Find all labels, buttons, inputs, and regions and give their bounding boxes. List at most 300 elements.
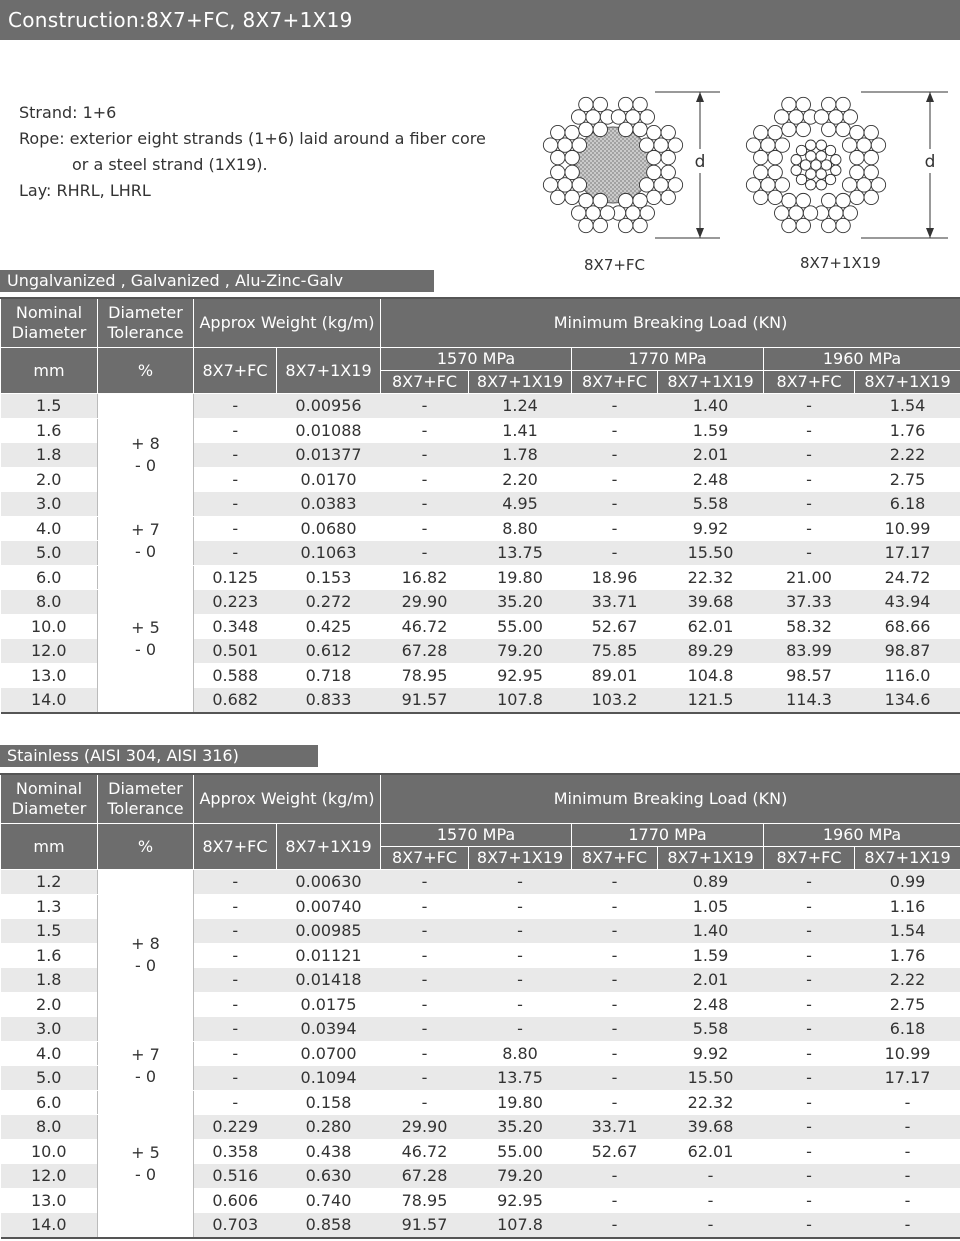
- value-cell: 9.92: [658, 516, 764, 541]
- value-cell: -: [469, 968, 572, 993]
- value-cell: -: [572, 1213, 658, 1238]
- value-cell: 0.516: [194, 1164, 277, 1189]
- value-cell: 0.00740: [277, 894, 381, 919]
- wire-circle: [857, 138, 871, 152]
- nominal-diameter-cell: 1.8: [1, 968, 98, 993]
- value-cell: 0.630: [277, 1164, 381, 1189]
- value-cell: -: [855, 1213, 960, 1238]
- wire-circle: [831, 154, 841, 164]
- value-cell: 0.703: [194, 1213, 277, 1238]
- value-cell: -: [381, 1066, 469, 1091]
- value-cell: -: [764, 541, 855, 566]
- value-cell: -: [381, 418, 469, 443]
- value-cell: 67.28: [381, 1164, 469, 1189]
- header-min-breaking-load: Minimum Breaking Load (KN): [381, 774, 960, 824]
- dimension-d-label: d: [924, 152, 936, 172]
- wire-circle: [558, 178, 572, 192]
- value-cell: -: [572, 418, 658, 443]
- tolerance-line: + 7: [131, 1044, 160, 1064]
- nominal-diameter-cell: 5.0: [1, 1066, 98, 1091]
- wire-circle: [586, 110, 600, 124]
- header-grade-1570: 1570 MPa: [381, 824, 572, 847]
- value-cell: -: [381, 1017, 469, 1042]
- value-cell: 83.99: [764, 639, 855, 664]
- wire-circle: [593, 97, 607, 111]
- wire-circle: [842, 178, 856, 192]
- nominal-diameter-cell: 10.0: [1, 614, 98, 639]
- value-cell: 0.612: [277, 639, 381, 664]
- value-cell: 0.0175: [277, 992, 381, 1017]
- value-cell: 1.40: [658, 919, 764, 944]
- value-cell: 67.28: [381, 639, 469, 664]
- wire-circle: [572, 206, 586, 220]
- value-cell: 17.17: [855, 1066, 960, 1091]
- wire-circle: [746, 138, 760, 152]
- value-cell: -: [572, 1041, 658, 1066]
- tolerance-line: + 8: [131, 934, 160, 954]
- value-cell: 39.68: [658, 590, 764, 615]
- value-cell: 4.95: [469, 492, 572, 517]
- value-cell: -: [194, 418, 277, 443]
- wire-circle: [565, 165, 579, 179]
- value-cell: -: [381, 394, 469, 419]
- wire-circle: [836, 97, 850, 111]
- wire-circle: [647, 125, 661, 139]
- value-cell: 0.272: [277, 590, 381, 615]
- value-cell: 0.0394: [277, 1017, 381, 1042]
- value-cell: 5.58: [658, 492, 764, 517]
- value-cell: -: [194, 492, 277, 517]
- value-cell: 6.18: [855, 1017, 960, 1042]
- value-cell: 91.57: [381, 688, 469, 713]
- value-cell: -: [572, 1066, 658, 1091]
- wire-circle: [661, 125, 675, 139]
- header-approx-weight: Approx Weight (kg/m): [194, 298, 381, 348]
- value-cell: 62.01: [658, 614, 764, 639]
- value-cell: 89.29: [658, 639, 764, 664]
- value-cell: -: [764, 870, 855, 895]
- value-cell: 13.75: [469, 541, 572, 566]
- header-diameter-tolerance: Diameter Tolerance: [98, 774, 194, 824]
- value-cell: 0.833: [277, 688, 381, 713]
- iws-diagram-label: 8X7+1X19: [800, 254, 881, 272]
- value-cell: 0.425: [277, 614, 381, 639]
- value-cell: 2.01: [658, 968, 764, 993]
- wire-circle: [782, 218, 796, 232]
- header-1960-fc: 8X7+FC: [764, 371, 855, 394]
- value-cell: -: [194, 394, 277, 419]
- strand-spec: Strand: 1+6: [19, 103, 117, 122]
- value-cell: -: [194, 1066, 277, 1091]
- value-cell: 46.72: [381, 1139, 469, 1164]
- wire-circle: [626, 206, 640, 220]
- value-cell: 1.59: [658, 943, 764, 968]
- value-cell: -: [469, 943, 572, 968]
- section-title-stainless: Stainless (AISI 304, AISI 316): [0, 745, 318, 767]
- table-row: [1, 1041, 960, 1066]
- value-cell: 1.54: [855, 394, 960, 419]
- value-cell: -: [658, 1213, 764, 1238]
- value-cell: 1.54: [855, 919, 960, 944]
- header-1570-fc: 8X7+FC: [381, 371, 469, 394]
- value-cell: 121.5: [658, 688, 764, 713]
- value-cell: 98.87: [855, 639, 960, 664]
- header-min-breaking-load: Minimum Breaking Load (KN): [381, 298, 960, 348]
- wire-circle: [633, 122, 647, 136]
- value-cell: 0.00630: [277, 870, 381, 895]
- value-cell: 2.75: [855, 467, 960, 492]
- value-cell: -: [572, 1017, 658, 1042]
- wire-circle: [754, 165, 768, 179]
- value-cell: 0.125: [194, 565, 277, 590]
- value-cell: 2.22: [855, 443, 960, 468]
- value-cell: -: [572, 968, 658, 993]
- value-cell: 1.76: [855, 943, 960, 968]
- value-cell: 0.0383: [277, 492, 381, 517]
- value-cell: -: [764, 1188, 855, 1213]
- value-cell: 1.40: [658, 394, 764, 419]
- value-cell: -: [855, 1139, 960, 1164]
- value-cell: 0.01377: [277, 443, 381, 468]
- wire-circle: [565, 190, 579, 204]
- value-cell: 1.59: [658, 418, 764, 443]
- wire-circle: [850, 165, 864, 179]
- wire-circle: [647, 165, 661, 179]
- wire-circle: [816, 151, 826, 161]
- value-cell: 5.58: [658, 1017, 764, 1042]
- value-cell: 0.718: [277, 663, 381, 688]
- value-cell: -: [194, 541, 277, 566]
- value-cell: -: [764, 919, 855, 944]
- header-grade-1770: 1770 MPa: [572, 824, 764, 847]
- value-cell: 78.95: [381, 1188, 469, 1213]
- value-cell: -: [469, 919, 572, 944]
- value-cell: -: [194, 443, 277, 468]
- value-cell: -: [194, 516, 277, 541]
- wire-circle: [647, 150, 661, 164]
- value-cell: 0.348: [194, 614, 277, 639]
- wire-circle: [816, 169, 826, 179]
- wire-circle: [633, 97, 647, 111]
- value-cell: -: [764, 1213, 855, 1238]
- value-cell: 46.72: [381, 614, 469, 639]
- value-cell: -: [855, 1188, 960, 1213]
- tolerance-cell: [98, 1090, 194, 1238]
- wire-circle: [864, 190, 878, 204]
- wire-circle: [543, 178, 557, 192]
- wire-circle: [789, 206, 803, 220]
- wire-circle: [821, 122, 835, 136]
- nominal-diameter-cell: 12.0: [1, 639, 98, 664]
- value-cell: 0.606: [194, 1188, 277, 1213]
- value-cell: -: [194, 919, 277, 944]
- value-cell: 2.48: [658, 992, 764, 1017]
- value-cell: -: [572, 992, 658, 1017]
- rope-spec-line2: or a steel strand (1X19).: [72, 155, 268, 174]
- value-cell: 0.01088: [277, 418, 381, 443]
- value-cell: 79.20: [469, 639, 572, 664]
- value-cell: 0.0680: [277, 516, 381, 541]
- value-cell: 55.00: [469, 614, 572, 639]
- header-1960-iws: 8X7+1X19: [855, 847, 960, 870]
- value-cell: 0.01418: [277, 968, 381, 993]
- wire-circle: [761, 178, 775, 192]
- value-cell: 52.67: [572, 1139, 658, 1164]
- wire-circle: [775, 178, 789, 192]
- value-cell: -: [764, 1066, 855, 1091]
- header-grade-1960: 1960 MPa: [764, 824, 960, 847]
- wire-circle: [864, 150, 878, 164]
- value-cell: 33.71: [572, 590, 658, 615]
- nominal-diameter-cell: 3.0: [1, 1017, 98, 1042]
- value-cell: -: [764, 968, 855, 993]
- value-cell: -: [381, 992, 469, 1017]
- wire-circle: [825, 145, 835, 155]
- nominal-diameter-cell: 2.0: [1, 992, 98, 1017]
- wire-circle: [836, 122, 850, 136]
- value-cell: -: [194, 968, 277, 993]
- value-cell: 0.01121: [277, 943, 381, 968]
- nominal-diameter-cell: 10.0: [1, 1139, 98, 1164]
- value-cell: 15.50: [658, 1066, 764, 1091]
- fiber-core: [575, 127, 651, 203]
- value-cell: 2.22: [855, 968, 960, 993]
- value-cell: 0.158: [277, 1090, 381, 1115]
- value-cell: 0.0170: [277, 467, 381, 492]
- wire-circle: [805, 180, 815, 190]
- tolerance-line: - 0: [134, 639, 157, 659]
- value-cell: 29.90: [381, 590, 469, 615]
- value-cell: 91.57: [381, 1213, 469, 1238]
- wire-circle: [768, 150, 782, 164]
- wire-circle: [850, 125, 864, 139]
- wire-circle: [782, 97, 796, 111]
- wire-circle: [618, 97, 632, 111]
- value-cell: 0.858: [277, 1213, 381, 1238]
- value-cell: -: [572, 516, 658, 541]
- value-cell: -: [764, 492, 855, 517]
- nominal-diameter-cell: 1.3: [1, 894, 98, 919]
- wire-circle: [551, 165, 565, 179]
- nominal-diameter-cell: 6.0: [1, 1090, 98, 1115]
- nominal-diameter-cell: 12.0: [1, 1164, 98, 1189]
- value-cell: -: [658, 1188, 764, 1213]
- value-cell: -: [572, 894, 658, 919]
- wire-circle: [796, 122, 810, 136]
- value-cell: 10.99: [855, 1041, 960, 1066]
- header-grade-1770: 1770 MPa: [572, 348, 764, 371]
- value-cell: 2.01: [658, 443, 764, 468]
- wire-circle: [768, 190, 782, 204]
- wire-circle: [825, 174, 835, 184]
- rope-spec-line1: Rope: exterior eight strands (1+6) laid around a fiber core: [19, 129, 486, 148]
- wire-circle: [586, 206, 600, 220]
- wire-circle: [593, 193, 607, 207]
- wire-circle: [857, 178, 871, 192]
- wire-circle: [633, 193, 647, 207]
- wire-circle: [639, 138, 653, 152]
- value-cell: 114.3: [764, 688, 855, 713]
- value-cell: -: [764, 1139, 855, 1164]
- nominal-diameter-cell: 1.8: [1, 443, 98, 468]
- value-cell: -: [381, 1041, 469, 1066]
- value-cell: -: [764, 418, 855, 443]
- wire-circle: [842, 138, 856, 152]
- value-cell: 33.71: [572, 1115, 658, 1140]
- value-cell: -: [855, 1164, 960, 1189]
- construction-spec: [19, 100, 486, 204]
- wire-circle: [593, 122, 607, 136]
- wire-circle: [668, 138, 682, 152]
- value-cell: 62.01: [658, 1139, 764, 1164]
- value-cell: 1.41: [469, 418, 572, 443]
- nominal-diameter-cell: 1.6: [1, 418, 98, 443]
- wire-circle: [579, 218, 593, 232]
- value-cell: -: [194, 870, 277, 895]
- value-cell: 19.80: [469, 1090, 572, 1115]
- wire-circle: [626, 110, 640, 124]
- value-cell: 0.1063: [277, 541, 381, 566]
- tolerance-line: - 0: [134, 541, 157, 561]
- value-cell: -: [764, 992, 855, 1017]
- value-cell: 1.76: [855, 418, 960, 443]
- value-cell: -: [764, 516, 855, 541]
- wire-circle: [640, 110, 654, 124]
- value-cell: 17.17: [855, 541, 960, 566]
- value-cell: 0.0700: [277, 1041, 381, 1066]
- table-row: [1, 1090, 960, 1115]
- value-cell: -: [194, 1090, 277, 1115]
- wire-circle: [579, 122, 593, 136]
- wire-circle: [775, 110, 789, 124]
- wire-circle: [551, 190, 565, 204]
- value-cell: -: [381, 1090, 469, 1115]
- wire-circle: [782, 193, 796, 207]
- nominal-diameter-cell: 5.0: [1, 541, 98, 566]
- value-cell: 0.280: [277, 1115, 381, 1140]
- wire-circle: [754, 125, 768, 139]
- wire-circle: [829, 206, 843, 220]
- value-cell: 0.358: [194, 1139, 277, 1164]
- value-cell: 8.80: [469, 1041, 572, 1066]
- wire-circle: [816, 180, 826, 190]
- value-cell: -: [381, 516, 469, 541]
- value-cell: 22.32: [658, 1090, 764, 1115]
- wire-circle: [816, 140, 826, 150]
- header-1570-fc: 8X7+FC: [381, 847, 469, 870]
- value-cell: 104.8: [658, 663, 764, 688]
- value-cell: 55.00: [469, 1139, 572, 1164]
- wire-circle: [640, 206, 654, 220]
- wire-circle: [796, 218, 810, 232]
- value-cell: 0.00985: [277, 919, 381, 944]
- value-cell: -: [764, 1017, 855, 1042]
- wire-circle: [551, 150, 565, 164]
- wire-circle: [661, 150, 675, 164]
- nominal-diameter-cell: 1.5: [1, 919, 98, 944]
- wire-circle: [572, 110, 586, 124]
- value-cell: -: [194, 467, 277, 492]
- table-body: [1, 394, 960, 713]
- tolerance-cell: [98, 394, 194, 517]
- value-cell: 98.57: [764, 663, 855, 688]
- header-grade-1570: 1570 MPa: [381, 348, 572, 371]
- wire-circle: [791, 154, 801, 164]
- value-cell: 2.20: [469, 467, 572, 492]
- value-cell: -: [764, 467, 855, 492]
- table-row: [1, 516, 960, 541]
- header-1770-fc: 8X7+FC: [572, 371, 658, 394]
- wire-circle: [618, 218, 632, 232]
- value-cell: 0.223: [194, 590, 277, 615]
- value-cell: -: [572, 919, 658, 944]
- value-cell: 35.20: [469, 590, 572, 615]
- value-cell: -: [764, 1115, 855, 1140]
- value-cell: -: [572, 1090, 658, 1115]
- header-1960-fc: 8X7+FC: [764, 847, 855, 870]
- value-cell: 1.78: [469, 443, 572, 468]
- nominal-diameter-cell: 3.0: [1, 492, 98, 517]
- wire-circle: [768, 125, 782, 139]
- header-diameter-tolerance: Diameter Tolerance: [98, 298, 194, 348]
- nominal-diameter-cell: 1.5: [1, 394, 98, 419]
- wire-circle: [803, 206, 817, 220]
- value-cell: 0.229: [194, 1115, 277, 1140]
- value-cell: 18.96: [572, 565, 658, 590]
- nominal-diameter-cell: 1.2: [1, 870, 98, 895]
- wire-circle: [850, 150, 864, 164]
- value-cell: -: [764, 443, 855, 468]
- table-row: [1, 394, 960, 419]
- tolerance-cell: [98, 1041, 194, 1090]
- nominal-diameter-cell: 8.0: [1, 1115, 98, 1140]
- value-cell: -: [469, 870, 572, 895]
- value-cell: -: [194, 1017, 277, 1042]
- nominal-diameter-cell: 4.0: [1, 516, 98, 541]
- value-cell: -: [469, 1017, 572, 1042]
- value-cell: 107.8: [469, 1213, 572, 1238]
- section-title-galvanized: Ungalvanized , Galvanized , Alu-Zinc-Galv: [0, 270, 434, 292]
- value-cell: 0.501: [194, 639, 277, 664]
- value-cell: -: [658, 1164, 764, 1189]
- wire-circle: [618, 193, 632, 207]
- value-cell: -: [381, 870, 469, 895]
- wire-circle: [775, 138, 789, 152]
- tolerance-line: - 0: [134, 1164, 157, 1184]
- nominal-diameter-cell: 6.0: [1, 565, 98, 590]
- header-unit-percent: %: [98, 824, 194, 870]
- wire-circle: [805, 140, 815, 150]
- wire-circle: [843, 206, 857, 220]
- value-cell: 15.50: [658, 541, 764, 566]
- value-cell: -: [194, 992, 277, 1017]
- wire-circle: [829, 110, 843, 124]
- dimension-d-label: d: [694, 152, 706, 172]
- header-1570-iws: 8X7+1X19: [469, 371, 572, 394]
- wire-circle: [775, 206, 789, 220]
- wire-circle: [806, 151, 816, 161]
- wire-circle: [796, 174, 806, 184]
- header-grade-1960: 1960 MPa: [764, 348, 960, 371]
- header-weight-fc: 8X7+FC: [194, 824, 277, 870]
- value-cell: 134.6: [855, 688, 960, 713]
- value-cell: 78.95: [381, 663, 469, 688]
- galvanized-spec-table: [0, 297, 960, 714]
- value-cell: 1.24: [469, 394, 572, 419]
- value-cell: -: [572, 943, 658, 968]
- value-cell: 116.0: [855, 663, 960, 688]
- value-cell: -: [764, 1164, 855, 1189]
